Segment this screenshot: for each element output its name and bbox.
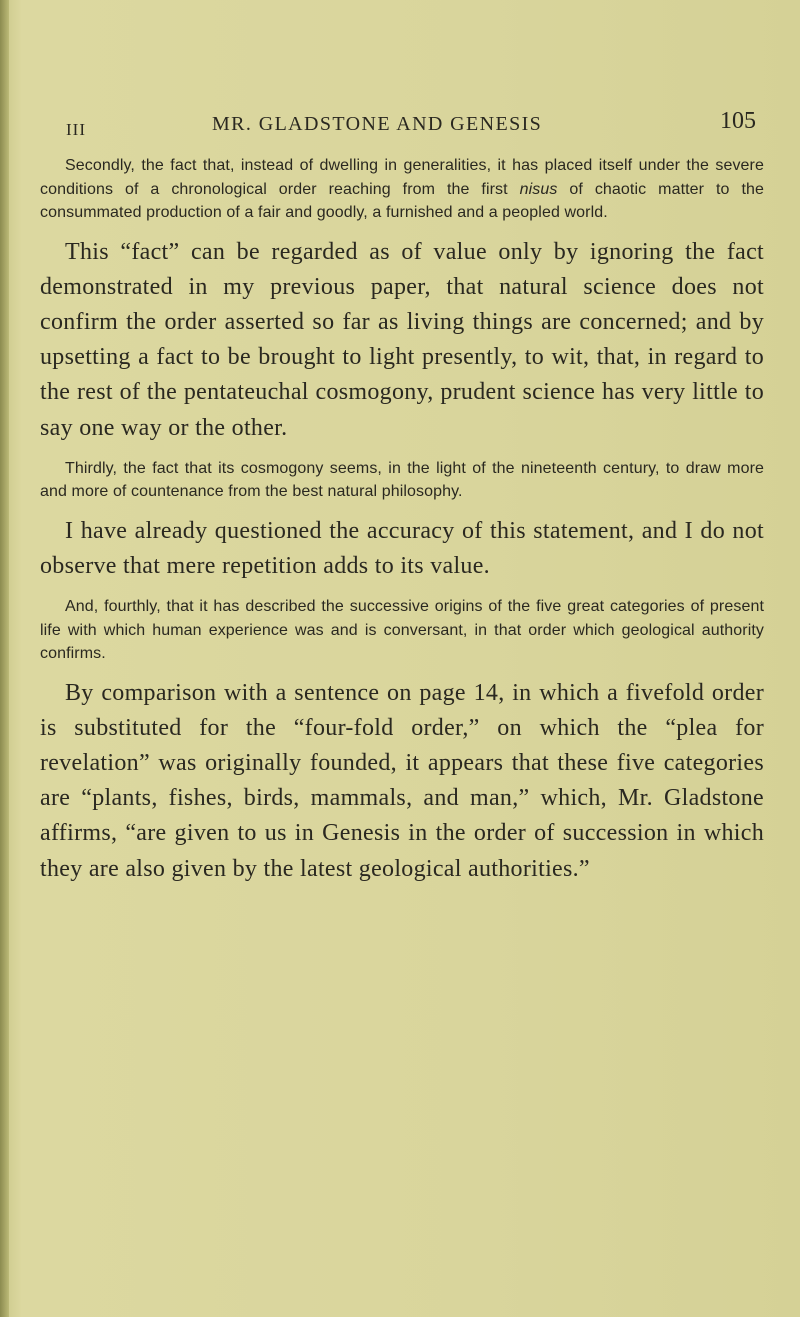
page-number: 105	[720, 108, 756, 134]
quoted-paragraph-thirdly: Thirdly, the fact that its cosmogony seems, in the light of the nineteenth century, to draw more and more of countenance from the best natural philosophy.	[40, 459, 764, 501]
commentary-paragraph-fact: This “fact” can be regarded as of value only by ignoring the fact demonstrated in my previous paper, that natural science does not confirm the order asserted so far as living things are concerned; and by upsetting a fact to be brought to light presently, to wit, that, in regard to the rest of the pentateuchal cosmogony, prudent science has very little to say one way or the other.	[40, 238, 764, 441]
quoted-paragraph-fourthly: And, fourthly, that it has described the successive origins of the five great categories of present life with which human experience was and is conversant, in that order which geological authority confirms.	[40, 598, 764, 663]
running-title: MR. GLADSTONE AND GENESIS	[212, 113, 543, 135]
commentary-paragraph-accuracy: I have already questioned the accuracy of this statement, and I do not observe that mere repetition adds to its value.	[40, 517, 764, 579]
commentary-paragraph-comparison: By comparison with a sentence on page 14, in which a fivefold order is substituted for the “four-fold order,” on which the “plea for revelation” was originally founded, it appears that these five categories are “plants, fishes, birds, mammals, and man,” which, Mr. Gladstone affirms, “are given to us in Genesis in the order of succession in which they are also given by the latest geological authorities.”	[40, 679, 764, 882]
page-edge-shadow	[0, 0, 9, 1317]
italic-nisus: nisus	[519, 180, 558, 198]
section-folio: III	[66, 120, 86, 139]
running-header	[66, 108, 756, 142]
quoted-paragraph-secondly: Secondly, the fact that, instead of dwelling in generalities, it has placed itself under the severe conditions of a chronological order reaching from the first nisus of chaotic matter to the consummated production of a fair and goodly, a furnished and a peopled world.	[40, 157, 764, 221]
page-body	[40, 154, 764, 887]
